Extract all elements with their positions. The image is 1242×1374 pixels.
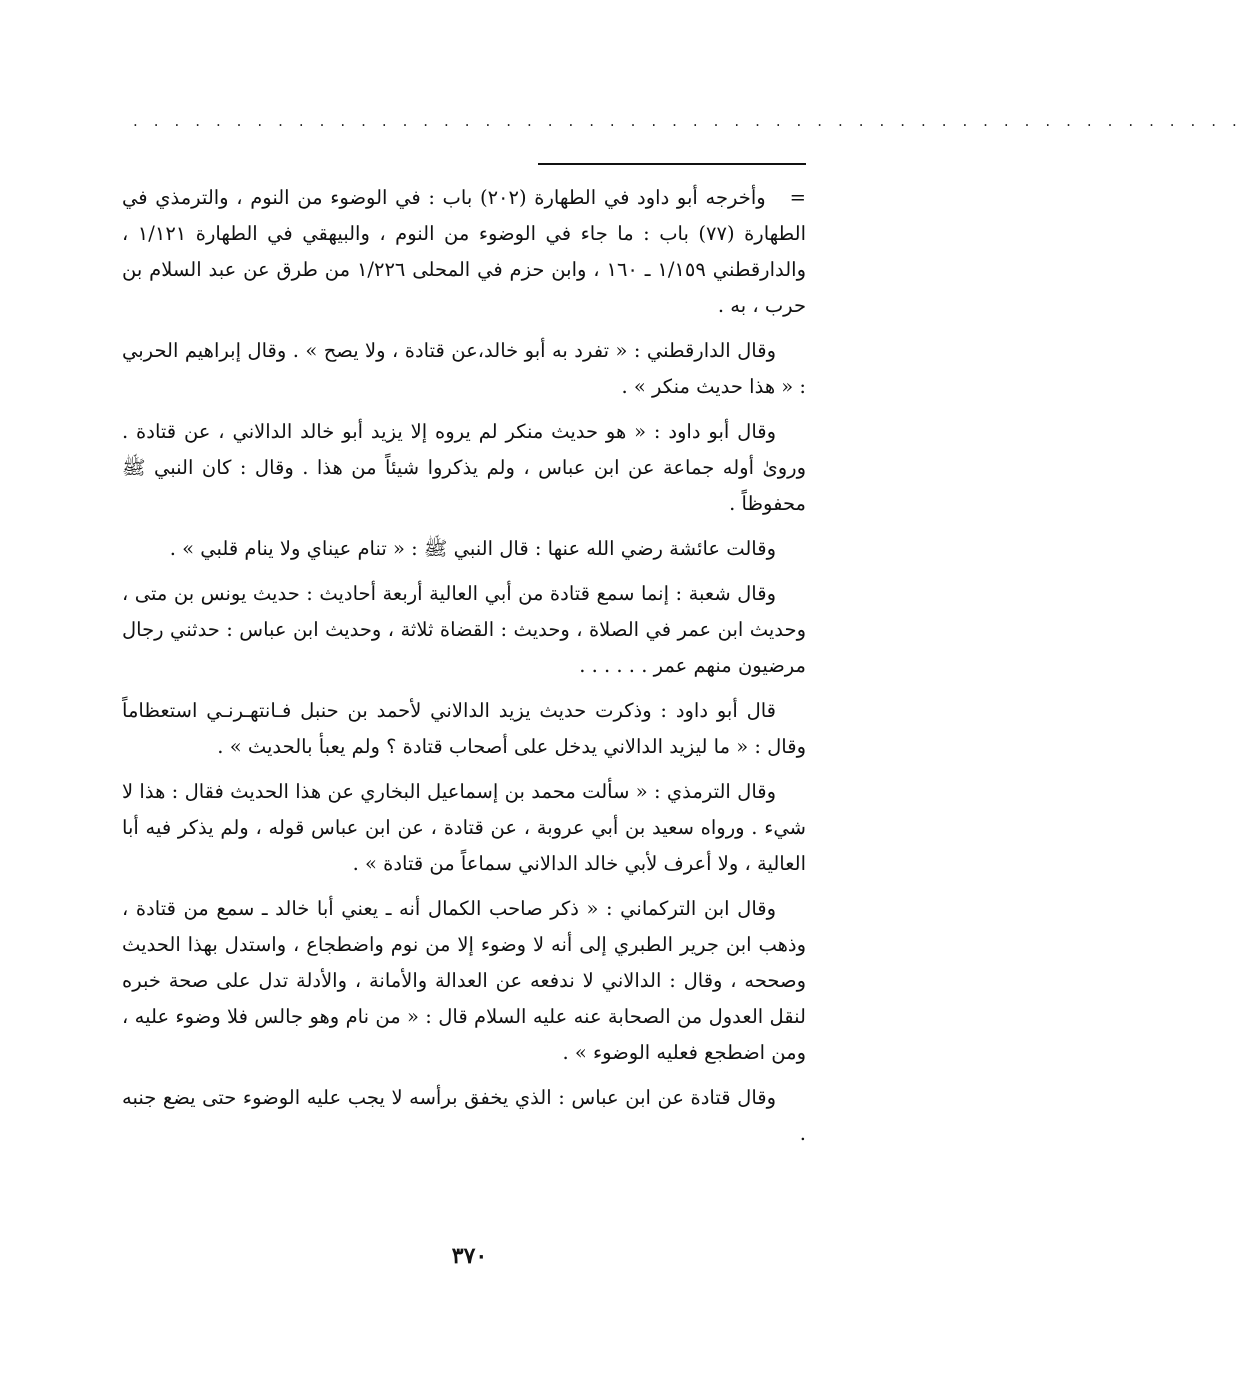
footnote-paragraph: وقال الترمذي : « سألت محمد بن إسماعيل البخاري عن هذا الحديث فقال : هذا لا شيء . ورواه سعيد بن أبي عروبة ، عن قتادة ، عن ابن عباس قوله ، ولم يذكر فيه أبا العالية ، ولا أعرف لأبي خالد الدالاني سماعاً من قتادة » . xyxy=(122,780,806,875)
footnote-paragraph: وقال قتادة عن ابن عباس : الذي يخفق برأسه لا يجب عليه الوضوء حتى يضع جنبه . xyxy=(122,1086,806,1145)
dotted-separator: . . . . . . . . . . . . . . . . . . . . . . . . . . . . . . . . . . . . . . . . . . . . . . . . . . . . . . xyxy=(133,112,1242,130)
footnote-body xyxy=(122,180,806,1161)
footnote-paragraph: وقال ابن التركماني : « ذكر صاحب الكمال أنه ـ يعني أبا خالد ـ سمع من قتادة ، وذهب ابن جرير الطبري إلى أنه لا وضوء إلا من نوم واضطجاع ، واستدل بهذا الحديث وصححه ، وقال : الدالاني لا ندفعه عن العدالة والأمانة ، والأدلة تدل على صحة خبره لنقل العدول من الصحابة عنه عليه السلام قال : « من نام وهو جالس فلا وضوء عليه ، ومن اضطجع فعليه الوضوء » . xyxy=(122,897,806,1064)
footnote-paragraph: وقال أبو داود : « هو حديث منكر لم يروه إلا يزيد أبو خالد الدالاني ، عن قتادة . وروىٰ أوله جماعة عن ابن عباس ، ولم يذكروا شيئاً من هذا . وقال : كان النبي ﷺ محفوظاً . xyxy=(122,420,806,515)
footnote-paragraph: قال أبو داود : وذكرت حديث يزيد الدالاني لأحمد بن حنبل فـانتهـرنـي استعظاماً وقال : « ما ليزيد الدالاني يدخل على أصحاب قتادة ؟ ولم يعبأ بالحديث » . xyxy=(122,699,806,758)
footnote-paragraph-text: وأخرجه أبو داود في الطهارة (٢٠٢) باب : في الوضوء من النوم ، والترمذي في الطهارة (٧٧) باب : ما جاء في الوضوء من النوم ، والبيهقي في الطهارة ١/١٢١ ، والدارقطني ١/١٥٩ ـ ١٦٠ ، وابن حزم في المحلى ١/٢٢٦ من طرق عن عبد السلام بن حرب ، به . xyxy=(122,186,807,317)
footnote-paragraph: وقال شعبة : إنما سمع قتادة من أبي العالية أربعة أحاديث : حديث يونس بن متى ، وحديث ابن عمر في الصلاة ، وحديث : القضاة ثلاثة ، وحديث ابن عباس : حدثني رجال مرضيون منهم عمر . . . . . . xyxy=(122,582,806,677)
page-number: ٣٧٠ xyxy=(451,1243,488,1269)
footnote-rule xyxy=(538,163,806,165)
footnote-paragraph xyxy=(122,180,806,324)
footnote-paragraph: وقالت عائشة رضي الله عنها : قال النبي ﷺ : « تنام عيناي ولا ينام قلبي » . xyxy=(169,537,776,560)
footnote-paragraph: وقال الدارقطني : « تفرد به أبو خالد،عن قتادة ، ولا يصح » . وقال إبراهيم الحربي : « هذا حديث منكر » . xyxy=(122,339,806,398)
continuation-mark: = xyxy=(789,186,806,209)
